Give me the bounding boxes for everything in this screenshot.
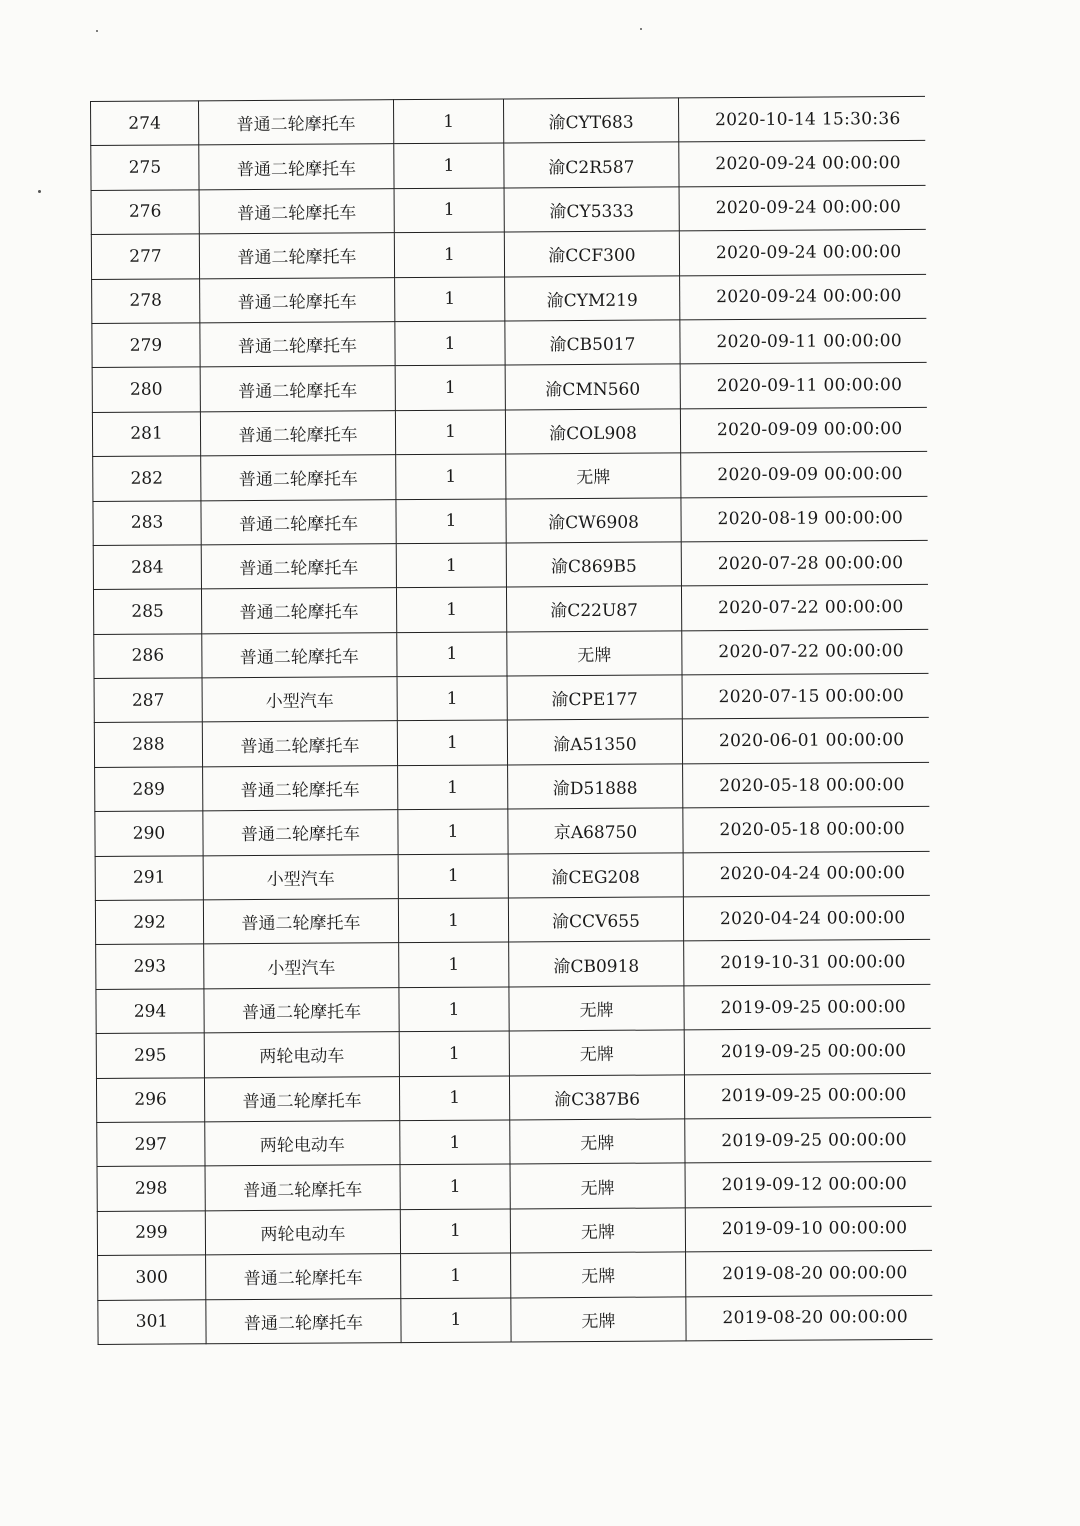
quantity-cell: 1 (396, 543, 506, 588)
datetime-cell: 2020-07-22 00:00:00 (681, 585, 927, 631)
datetime-cell: 2019-08-20 00:00:00 (686, 1251, 932, 1297)
row-number: 282 (93, 456, 201, 501)
plate-number-cell: 无牌 (509, 986, 684, 1031)
plate-number-cell: 渝A51350 (507, 719, 682, 764)
datetime-cell: 2020-09-09 00:00:00 (680, 407, 926, 453)
row-number: 299 (97, 1211, 205, 1256)
table-row (97, 1162, 931, 1211)
row-number: 291 (95, 855, 203, 900)
table-row (91, 185, 925, 234)
row-number: 289 (95, 767, 203, 812)
row-number: 279 (92, 323, 200, 368)
plate-number-cell: 无牌 (511, 1296, 686, 1341)
vehicle-type-cell: 普通二轮摩托车 (200, 277, 395, 323)
row-number: 280 (92, 367, 200, 412)
plate-number-cell: 渝CEG208 (508, 853, 683, 898)
vehicle-type-cell: 普通二轮摩托车 (203, 899, 398, 945)
quantity-cell: 1 (399, 942, 509, 987)
quantity-cell: 1 (400, 1120, 510, 1165)
datetime-cell: 2019-09-25 00:00:00 (684, 984, 930, 1030)
row-number: 277 (91, 234, 199, 279)
vehicle-type-cell: 普通二轮摩托车 (203, 765, 398, 811)
quantity-cell: 1 (396, 454, 506, 499)
row-number: 301 (98, 1299, 206, 1344)
vehicle-type-cell: 普通二轮摩托车 (204, 987, 399, 1033)
datetime-cell: 2020-07-28 00:00:00 (681, 540, 927, 586)
table-row (94, 629, 928, 678)
quantity-cell: 1 (399, 987, 509, 1032)
quantity-cell: 1 (400, 1164, 510, 1209)
vehicle-records-table (90, 96, 932, 1345)
plate-number-cell: 渝D51888 (508, 764, 683, 809)
plate-number-cell: 京A68750 (508, 808, 683, 853)
table-row (93, 452, 927, 501)
vehicle-type-cell: 小型汽车 (203, 854, 398, 900)
vehicle-type-cell: 普通二轮摩托车 (200, 366, 395, 412)
row-number: 288 (94, 722, 202, 767)
plate-number-cell: 渝CCV655 (508, 897, 683, 942)
plate-number-cell: 无牌 (510, 1119, 685, 1164)
datetime-cell: 2020-09-24 00:00:00 (680, 274, 926, 320)
plate-number-cell: 渝C22U87 (506, 586, 681, 631)
row-number: 281 (92, 412, 200, 457)
vehicle-type-cell: 普通二轮摩托车 (202, 721, 397, 767)
vehicle-type-cell: 两轮电动车 (205, 1121, 400, 1167)
quantity-cell: 1 (395, 365, 505, 410)
datetime-cell: 2020-10-14 15:30:36 (678, 96, 924, 142)
vehicle-type-cell: 普通二轮摩托车 (200, 322, 395, 368)
row-number: 290 (95, 811, 203, 856)
vehicle-type-cell: 普通二轮摩托车 (205, 1165, 400, 1211)
quantity-cell: 1 (396, 498, 506, 543)
row-number: 284 (93, 545, 201, 590)
datetime-cell: 2019-09-25 00:00:00 (684, 1029, 930, 1075)
quantity-cell: 1 (396, 587, 506, 632)
plate-number-cell: 渝CW6908 (506, 497, 681, 542)
table-row (92, 274, 926, 323)
quantity-cell: 1 (398, 809, 508, 854)
datetime-cell: 2020-09-11 00:00:00 (680, 318, 926, 364)
plate-number-cell: 渝CYM219 (505, 275, 680, 320)
vehicle-type-cell: 普通二轮摩托车 (199, 144, 394, 190)
plate-number-cell: 无牌 (506, 453, 681, 498)
table-row (95, 807, 929, 856)
table-row (96, 1073, 930, 1122)
quantity-cell: 1 (393, 99, 503, 144)
quantity-cell: 1 (394, 188, 504, 233)
table-row (96, 984, 930, 1033)
row-number: 286 (94, 634, 202, 679)
quantity-cell: 1 (395, 277, 505, 322)
plate-number-cell: 渝CB5017 (505, 320, 680, 365)
table-row (91, 96, 925, 145)
datetime-cell: 2020-05-18 00:00:00 (683, 807, 929, 853)
plate-number-cell: 渝CPE177 (507, 675, 682, 720)
datetime-cell: 2020-04-24 00:00:00 (683, 895, 929, 941)
scan-speck (96, 30, 98, 32)
quantity-cell: 1 (394, 143, 504, 188)
vehicle-type-cell: 普通二轮摩托车 (204, 1076, 399, 1122)
plate-number-cell: 渝C869B5 (506, 542, 681, 587)
vehicle-records-body (91, 96, 933, 1344)
row-number: 292 (95, 900, 203, 945)
row-number: 275 (91, 145, 199, 190)
table-row (97, 1117, 931, 1166)
quantity-cell: 1 (397, 676, 507, 721)
datetime-cell: 2020-04-24 00:00:00 (683, 851, 929, 897)
datetime-cell: 2019-09-25 00:00:00 (685, 1117, 931, 1163)
plate-number-cell: 无牌 (509, 1030, 684, 1075)
row-number: 296 (96, 1077, 204, 1122)
vehicle-type-cell: 普通二轮摩托车 (201, 588, 396, 634)
datetime-cell: 2020-06-01 00:00:00 (682, 718, 928, 764)
datetime-cell: 2020-09-09 00:00:00 (681, 452, 927, 498)
table-row (93, 540, 927, 589)
table-row (96, 1029, 930, 1078)
datetime-cell: 2020-09-11 00:00:00 (680, 363, 926, 409)
table-row (97, 1206, 931, 1255)
table-row (94, 673, 928, 722)
row-number: 294 (96, 989, 204, 1034)
vehicle-type-cell: 普通二轮摩托车 (201, 455, 396, 501)
quantity-cell: 1 (401, 1253, 511, 1298)
table-row (95, 762, 929, 811)
plate-number-cell: 无牌 (507, 631, 682, 676)
vehicle-type-cell: 普通二轮摩托车 (201, 499, 396, 545)
plate-number-cell: 渝C2R587 (504, 142, 679, 187)
vehicle-type-cell: 小型汽车 (202, 677, 397, 723)
plate-number-cell: 渝COL908 (505, 409, 680, 454)
datetime-cell: 2019-08-20 00:00:00 (686, 1295, 932, 1341)
plate-number-cell: 渝CB0918 (509, 941, 684, 986)
row-number: 285 (93, 589, 201, 634)
vehicle-type-cell: 普通二轮摩托车 (206, 1298, 401, 1344)
row-number: 278 (92, 278, 200, 323)
plate-number-cell: 无牌 (510, 1163, 685, 1208)
datetime-cell: 2019-10-31 00:00:00 (684, 940, 930, 986)
quantity-cell: 1 (395, 321, 505, 366)
datetime-cell: 2020-07-15 00:00:00 (682, 673, 928, 719)
quantity-cell: 1 (397, 632, 507, 677)
plate-number-cell: 无牌 (511, 1252, 686, 1297)
row-number: 295 (96, 1033, 204, 1078)
quantity-cell: 1 (398, 765, 508, 810)
table-row (93, 585, 927, 634)
table-row (93, 496, 927, 545)
quantity-cell: 1 (395, 410, 505, 455)
row-number: 283 (93, 500, 201, 545)
datetime-cell: 2020-07-22 00:00:00 (682, 629, 928, 675)
plate-number-cell: 渝CYT683 (503, 98, 678, 143)
table-row (92, 407, 926, 456)
row-number: 276 (91, 190, 199, 235)
quantity-cell: 1 (398, 898, 508, 943)
vehicle-type-cell: 普通二轮摩托车 (206, 1254, 401, 1300)
plate-number-cell: 渝C387B6 (509, 1074, 684, 1119)
table-row (95, 851, 929, 900)
quantity-cell: 1 (398, 854, 508, 899)
datetime-cell: 2020-09-24 00:00:00 (679, 185, 925, 231)
table-row (96, 940, 930, 989)
scan-speck (640, 28, 642, 30)
table-row (98, 1295, 932, 1344)
vehicle-type-cell: 普通二轮摩托车 (199, 100, 394, 146)
quantity-cell: 1 (394, 232, 504, 277)
row-number: 300 (98, 1255, 206, 1300)
vehicle-type-cell: 小型汽车 (204, 943, 399, 989)
table-row (92, 318, 926, 367)
vehicle-type-cell: 两轮电动车 (204, 1032, 399, 1078)
vehicle-type-cell: 普通二轮摩托车 (201, 544, 396, 590)
vehicle-type-cell: 普通二轮摩托车 (199, 188, 394, 234)
row-number: 274 (91, 101, 199, 146)
datetime-cell: 2020-09-24 00:00:00 (679, 141, 925, 187)
table-row (95, 895, 929, 944)
quantity-cell: 1 (399, 1031, 509, 1076)
plate-number-cell: 渝CY5333 (504, 187, 679, 232)
quantity-cell: 1 (397, 720, 507, 765)
scan-speck (38, 190, 41, 193)
datetime-cell: 2020-09-24 00:00:00 (679, 230, 925, 276)
vehicle-type-cell: 普通二轮摩托车 (202, 632, 397, 678)
table-row (91, 230, 925, 279)
row-number: 298 (97, 1166, 205, 1211)
plate-number-cell: 无牌 (510, 1208, 685, 1253)
datetime-cell: 2019-09-25 00:00:00 (684, 1073, 930, 1119)
plate-number-cell: 渝CCF300 (504, 231, 679, 276)
quantity-cell: 1 (400, 1209, 510, 1254)
vehicle-type-cell: 两轮电动车 (205, 1209, 400, 1255)
table-row (94, 718, 928, 767)
quantity-cell: 1 (401, 1297, 511, 1342)
vehicle-type-cell: 普通二轮摩托车 (199, 233, 394, 279)
plate-number-cell: 渝CMN560 (505, 364, 680, 409)
table-row (91, 141, 925, 190)
datetime-cell: 2019-09-10 00:00:00 (685, 1206, 931, 1252)
datetime-cell: 2019-09-12 00:00:00 (685, 1162, 931, 1208)
vehicle-type-cell: 普通二轮摩托车 (200, 410, 395, 456)
datetime-cell: 2020-08-19 00:00:00 (681, 496, 927, 542)
datetime-cell: 2020-05-18 00:00:00 (683, 762, 929, 808)
vehicle-type-cell: 普通二轮摩托车 (203, 810, 398, 856)
table-row (98, 1251, 932, 1300)
table-row (92, 363, 926, 412)
quantity-cell: 1 (399, 1076, 509, 1121)
row-number: 287 (94, 678, 202, 723)
row-number: 293 (96, 944, 204, 989)
row-number: 297 (97, 1122, 205, 1167)
